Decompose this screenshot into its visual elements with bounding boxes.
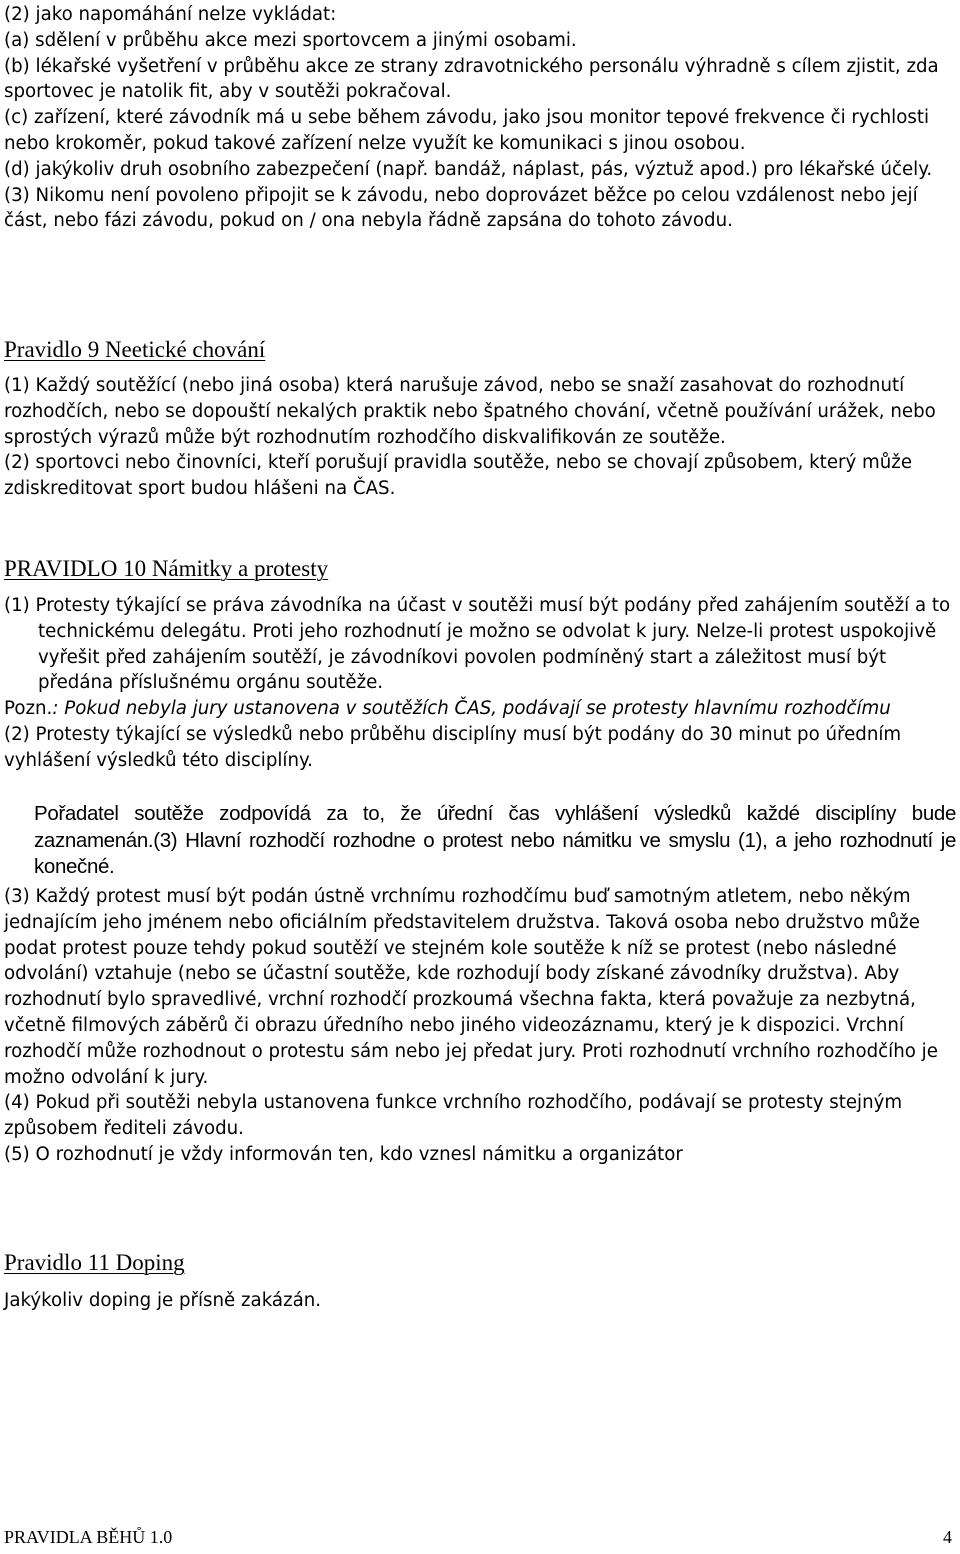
section-assistance-exceptions (4, 2, 956, 234)
rule9-heading: Pravidlo 9 Neetické chování (4, 337, 266, 362)
rule10-note (4, 696, 956, 722)
item-d: (d) jakýkoliv druh osobního zabezpečení (např. bandáž, náplast, pás, výztuž apod.) pro lékařské účely. (4, 158, 933, 180)
item-3: (3) Nikomu není povoleno připojit se k závodu, nebo doprovázet běžce po celou vzdálenost nebo její část, nebo fázi závodu, pokud on / ona nebyla řádně zapsána do tohoto závodu. (4, 184, 918, 232)
rule10-paragraph-2: (2) Protesty týkající se výsledků nebo průběhu disciplíny musí být podány do 30 minut po úředním vyhlášení výsledků této disciplíny. (4, 723, 902, 771)
note-label: Pozn. (4, 698, 53, 720)
rule11-paragraph-1: Jakýkoliv doping je přísně zakázán. (4, 1290, 322, 1311)
rule9-paragraph-1: (1) Každý soutěžící (nebo jiná osoba) která narušuje závod, nebo se snaží zasahovat do rozhodnutí rozhodčích, nebo se dopouští nekalých praktik nebo špatného chování, včetně používání urážek, nebo sprostých výrazů může být rozhodnutím rozhodčího diskvalifikován ze soutěže. (4, 375, 936, 448)
rule10-body-continued (4, 884, 956, 1168)
rule9-paragraph-2: (2) sportovci nebo činovníci, kteří porušují pravidla soutěže, nebo se chovají způsobem, který může zdiskreditovat sport budou hlášeni na ČAS. (4, 452, 913, 500)
rule10-paragraph-5: (5) O rozhodnutí je vždy informován ten, kdo vznesl námitku a organizátor (4, 1143, 683, 1165)
rule10-paragraph-1: (1) Protesty týkající se práva závodníka na účast v soutěži musí být podány před zahájením soutěží a to technickému delegátu. Proti jeho rozhodnutí je možno se odvolat k jury. Nelze-li protest uspokojivě vyřešit před zahájením soutěží, je závodníkovi povolen podmíněný start a záležitost musí být předána příslušnému orgánu soutěže. (4, 595, 951, 694)
rule10-paragraph-4: (4) Pokud při soutěži nebyla ustanovena funkce vrchního rozhodčího, podávají se protesty stejným způsobem řediteli závodu. (4, 1092, 903, 1140)
rule10-paragraph-3: (3) Každý protest musí být podán ústně vrchnímu rozhodčímu buď samotným atletem, nebo někým jednajícím jeho jménem nebo oficiálním představitelem družstva. Taková osoba nebo družstvo může podat protest pouze tehdy pokud soutěží ve stejném kole soutěže k níž se protest (nebo následné odvolání) vztahuje (nebo se účastní soutěže, kde rozhodují body získané závodníky družstva). Aby rozhodnutí bylo spravedlivé, vrchní rozhodčí prozkoumá všechna fakta, která považuje za nezbytná, včetně filmových záběrů či obrazu úředního nebo jiného videozáznamu, který je k dispozici. Vrchní rozhodčí může rozhodnout o protestu sám nebo jej předat jury. Proti rozhodnutí vrchního rozhodčího je možno odvolání k jury. (4, 886, 938, 1088)
footer-page-number: 4 (943, 1527, 952, 1547)
paragraph-line: (a) sdělení v průběhu akce mezi sportovcem a jinými osobami. (4, 29, 577, 51)
note-text: : Pokud nebyla jury ustanovena v soutěžích ČAS, podávají se protesty hlavnímu rozhodčímu (52, 698, 891, 720)
item-c: (c) zařízení, které závodník má u sebe během závodu, jako jsou monitor tepové frekvence či rychlosti nebo krokoměr, pokud takové zařízení nelze využít ke komunikaci s jinou osobou. (4, 107, 930, 154)
rule9-body (4, 373, 956, 502)
rule10-body (4, 593, 956, 774)
rule11-body (4, 1288, 956, 1314)
rule10-heading: PRAVIDLO 10 Námitky a protesty (4, 556, 329, 581)
footer-title: PRAVIDLA BĚHŮ 1.0 (4, 1527, 173, 1547)
paragraph-line: (b) lékařské vyšetření v průběhu akce ze strany zdravotnického personálu výhradně s cílem zjistit, zda sportovec je natolik fit, aby v soutěži pokračoval. (4, 55, 939, 103)
rule10-arial-paragraph: Pořadatel soutěže zodpovídá za to, že úřední čas vyhlášení výsledků každé disciplíny bude zaznamenán.(3) Hlavní rozhodčí rozhodne o protest nebo námitku ve smyslu (1), a jeho rozhodnutí je konečné. (34, 802, 956, 878)
paragraph-line: (2) jako napomáhání nelze vykládat: (4, 4, 337, 25)
rule11-heading: Pravidlo 11 Doping (4, 1250, 185, 1275)
